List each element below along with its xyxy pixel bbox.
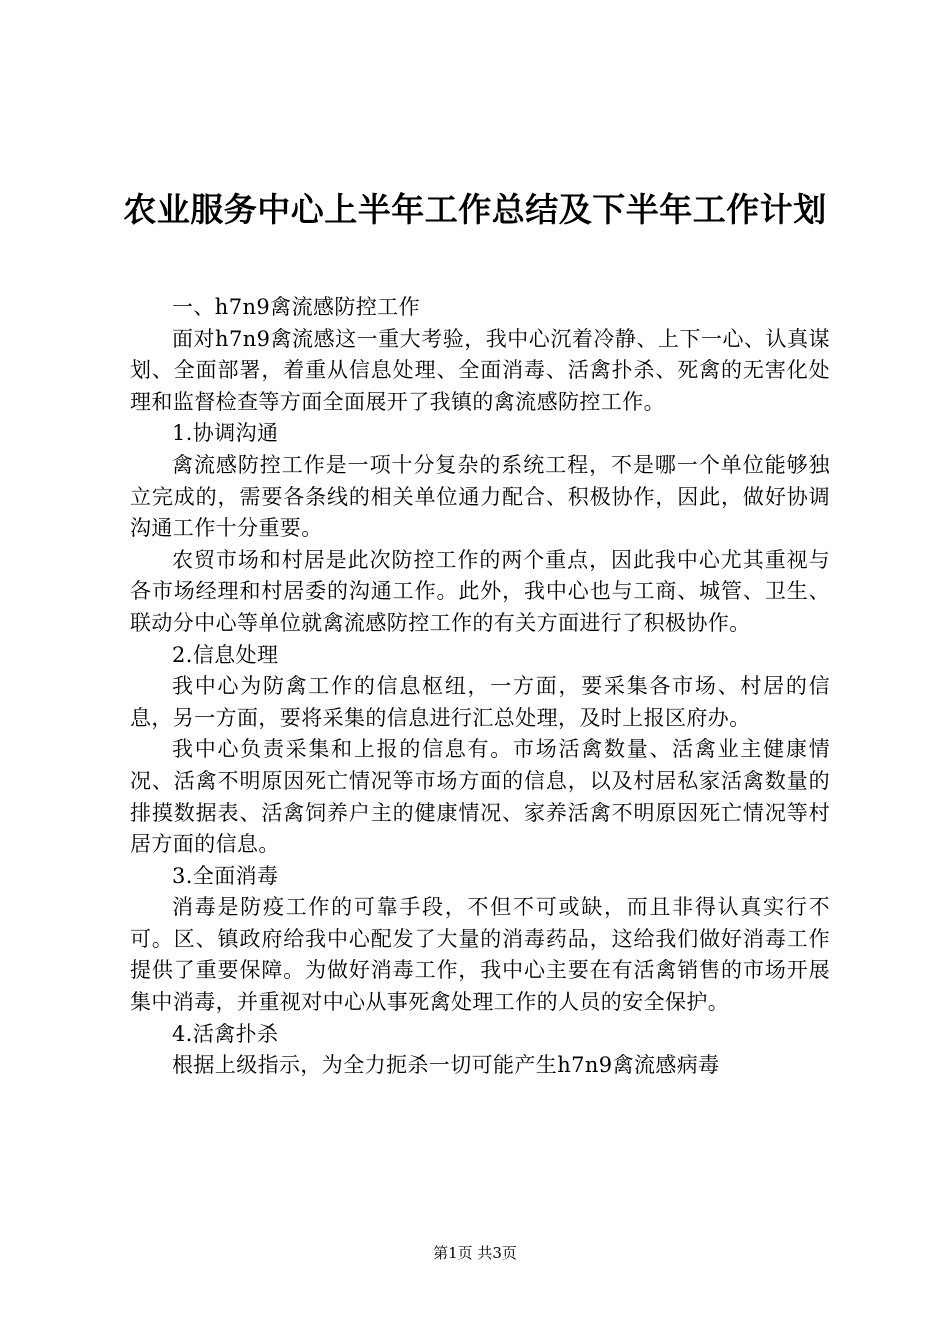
body-paragraph: 我中心负责采集和上报的信息有。市场活禽数量、活禽业主健康情况、活禽不明原因死亡情况等市场方面的信息，以及村居私家活禽数量的排摸数据表、活禽饲养户主的健康情况、家养活禽不明原因死亡情况等村居方面的信息。: [130, 737, 830, 857]
section-heading: 一、h7n9禽流感防控工作: [172, 295, 420, 319]
body-paragraph: 根据上级指示，为全力扼杀一切可能产生h7n9禽流感病毒: [172, 1053, 720, 1078]
document-title: 农业服务中心上半年工作总结及下半年工作计划: [123, 190, 827, 229]
subsection-heading: 1.协调沟通: [172, 421, 279, 446]
body-paragraph: 禽流感防控工作是一项十分复杂的系统工程，不是哪一个单位能够独立完成的，需要各条线的相关单位通力配合、积极协作，因此，做好协调沟通工作十分重要。: [130, 452, 830, 541]
subsection-heading: 3.全面消毒: [172, 863, 279, 888]
page-number-footer: 第1页 共3页: [433, 1244, 517, 1262]
subsection-heading: 4.活禽扑杀: [172, 1021, 279, 1046]
subsection-heading: 2.信息处理: [172, 642, 279, 667]
body-paragraph: 面对h7n9禽流感这一重大考验，我中心沉着冷静、上下一心、认真谋划、全面部署，着重从信息处理、全面消毒、活禽扑杀、死禽的无害化处理和监督检查等方面全面展开了我镇的禽流感防控工作。: [130, 326, 830, 414]
body-paragraph: 消毒是防疫工作的可靠手段，不但不可或缺，而且非得认真实行不可。区、镇政府给我中心配发了大量的消毒药品，这给我们做好消毒工作提供了重要保障。为做好消毒工作，我中心主要在有活禽销售的市场开展集中消毒，并重视对中心从事死禽处理工作的人员的安全保护。: [130, 895, 830, 1015]
body-paragraph: 农贸市场和村居是此次防控工作的两个重点，因此我中心尤其重视与各市场经理和村居委的沟通工作。此外，我中心也与工商、城管、卫生、联动分中心等单位就禽流感防控工作的有关方面进行了积极协作。: [130, 547, 830, 635]
body-paragraph: 我中心为防禽工作的信息枢纽，一方面，要采集各市场、村居的信息，另一方面，要将采集的信息进行汇总处理，及时上报区府办。: [130, 674, 830, 730]
document-body: [130, 292, 830, 1082]
